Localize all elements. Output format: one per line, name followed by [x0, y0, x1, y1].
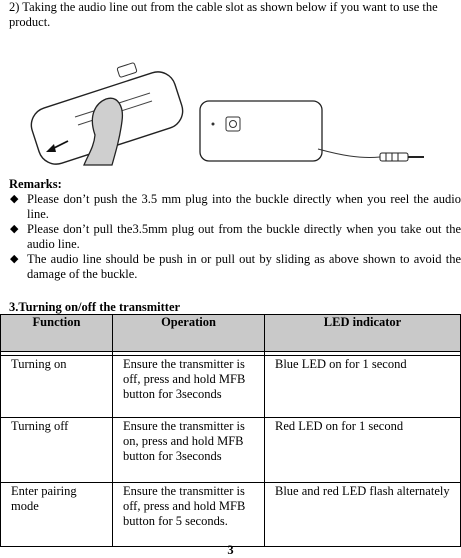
- cell-operation: Ensure the transmitter is on, press and hold MFB button for 3seconds: [113, 418, 265, 483]
- cell-operation: Ensure the transmitter is off, press and hold MFB button for 3seconds: [113, 356, 265, 418]
- cell-led: Red LED on for 1 second: [265, 418, 461, 483]
- header-function: Function: [1, 315, 113, 352]
- header-operation: Operation: [113, 315, 265, 352]
- table-row: [1, 418, 461, 483]
- header-led-indicator: LED indicator: [265, 315, 461, 352]
- cell-led: Blue and red LED flash alternately: [265, 483, 461, 547]
- table-row: [1, 356, 461, 418]
- section-title: 3.Turning on/off the transmitter: [9, 300, 181, 314]
- page-number: 3: [227, 543, 234, 557]
- remark-item: [9, 252, 461, 282]
- transmitter-with-hand-illustration: [27, 62, 188, 168]
- cell-led: Blue LED on for 1 second: [265, 356, 461, 418]
- remarks-list: [9, 192, 461, 282]
- diamond-bullet-icon: ◆: [10, 193, 19, 205]
- product-illustration: [0, 55, 461, 170]
- remarks-title: Remarks:: [9, 177, 62, 191]
- intro-paragraph: 2) Taking the audio line out from the cable slot as shown below if you want to use the product.: [9, 0, 438, 29]
- cell-function: Turning off: [1, 418, 113, 483]
- cell-function: Enter pairing mode: [1, 483, 113, 547]
- remark-text: Please don’t push the 3.5 mm plug into the buckle directly when you reel the audio line.: [27, 192, 461, 221]
- diamond-bullet-icon: ◆: [10, 253, 19, 265]
- cell-operation: Ensure the transmitter is off, press and hold MFB button for 5 seconds.: [113, 483, 265, 547]
- table-header-row: [1, 315, 461, 352]
- remark-item: [9, 222, 461, 252]
- diamond-bullet-icon: ◆: [10, 223, 19, 235]
- remark-text: The audio line should be push in or pull out by sliding as above shown to avoid the damage of the buckle.: [27, 252, 461, 281]
- transmitter-table: [0, 314, 461, 547]
- remark-text: Please don’t pull the3.5mm plug out from the buckle directly when you take out the audio line.: [27, 222, 461, 251]
- cell-function: Turning on: [1, 356, 113, 418]
- transmitter-back-illustration: [200, 101, 424, 161]
- table-row: [1, 483, 461, 547]
- remark-item: [9, 192, 461, 222]
